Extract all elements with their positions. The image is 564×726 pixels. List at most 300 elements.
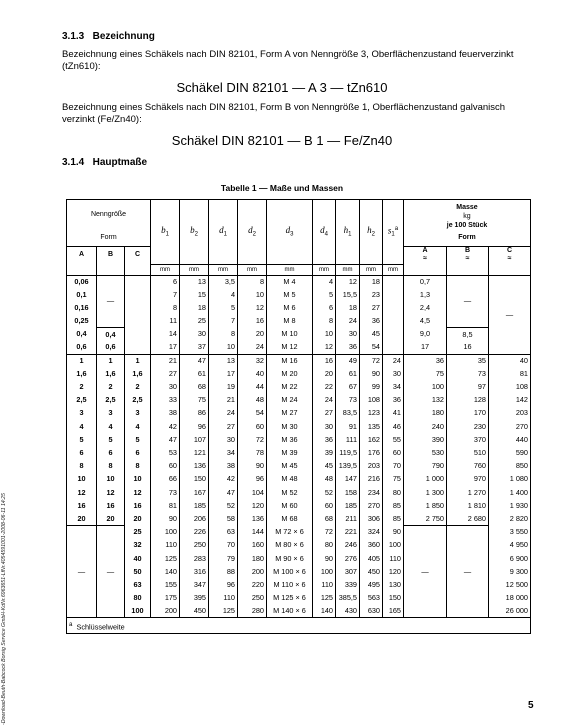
- cell-dim: 20: [238, 328, 267, 341]
- cell-dim: 52: [209, 499, 238, 512]
- cell-form-b: 0,4: [97, 328, 125, 341]
- cell-dim: M 60: [267, 499, 313, 512]
- cell-dim: 15,5: [336, 288, 360, 301]
- cell-dim: 34: [383, 381, 404, 394]
- cell-mass-c: 1 400: [489, 486, 531, 499]
- cell-mass-c: 4 950: [489, 539, 531, 552]
- cell-mass-a: 2,4: [404, 301, 447, 314]
- cell-dim: M 16: [267, 354, 313, 367]
- cell-dim: 38: [151, 407, 180, 420]
- cell-dim: 37: [180, 341, 209, 354]
- cell-dim: M 6: [267, 301, 313, 314]
- header-form-b: B: [97, 246, 125, 264]
- table-row: [67, 526, 531, 539]
- cell-dim: M 10: [267, 328, 313, 341]
- cell-dim: 53: [151, 446, 180, 459]
- paragraph-form-b: Bezeichnung eines Schäkels nach DIN 82101, Form B von Nenngröße 1, Oberflächenzustand galvanisch verzinkt (Fe/Zn40):: [62, 102, 506, 125]
- cell-form-a: 16: [67, 499, 97, 512]
- cell-dim: 147: [336, 473, 360, 486]
- cell-dim: 38: [209, 460, 238, 473]
- cell-dim: 36: [383, 394, 404, 407]
- cell-dim: M 72 × 6: [267, 526, 313, 539]
- cell-dim: 200: [151, 605, 180, 618]
- cell-dim: 16: [313, 354, 336, 367]
- cell-mass-c: 18 000: [489, 592, 531, 605]
- table-row: [67, 275, 531, 288]
- cell-dim: 44: [238, 381, 267, 394]
- cell-dim: 283: [180, 552, 209, 565]
- cell-dim: 130: [383, 578, 404, 591]
- cell-form-c: 6: [125, 446, 151, 459]
- cell-dim: 85: [383, 512, 404, 525]
- cell-mass-b-dash: —: [447, 275, 489, 328]
- cell-dim: 68: [313, 512, 336, 525]
- cell-dim: 111: [336, 433, 360, 446]
- cell-dim: 55: [383, 433, 404, 446]
- cell-form-b: 1: [97, 354, 125, 367]
- cell-mass-b-dash: —: [447, 526, 489, 618]
- cell-dim: M 22: [267, 381, 313, 394]
- cell-dim: 45: [360, 328, 383, 341]
- cell-dim: 11: [151, 315, 180, 328]
- cell-dim: 324: [360, 526, 383, 539]
- cell-dim: 80: [313, 539, 336, 552]
- cell-dim: 58: [209, 512, 238, 525]
- cell-dim: 347: [180, 578, 209, 591]
- cell-form-c: 5: [125, 433, 151, 446]
- cell-form-c: 63: [125, 578, 151, 591]
- cell-dim: 185: [180, 499, 209, 512]
- cell-form-a: 0,06: [67, 275, 97, 288]
- cell-dim: 27: [360, 301, 383, 314]
- cell-dim: 24: [313, 394, 336, 407]
- col-s1: $s_1^a$: [383, 200, 404, 265]
- cell-mass-b: 35: [447, 354, 489, 367]
- cell-dim: 21: [151, 354, 180, 367]
- cell-form-b-dash: —: [97, 526, 125, 618]
- cell-dim: 395: [180, 592, 209, 605]
- cell-dim: 12: [313, 341, 336, 354]
- cell-dim: 250: [238, 592, 267, 605]
- cell-mass-a: 4,5: [404, 315, 447, 328]
- cell-dim: 21: [209, 394, 238, 407]
- cell-dim: 450: [180, 605, 209, 618]
- cell-form-c: 25: [125, 526, 151, 539]
- cell-dim: 220: [238, 578, 267, 591]
- cell-dim: 140: [151, 565, 180, 578]
- cell-dim: 60: [313, 499, 336, 512]
- cell-dim: 12: [238, 301, 267, 314]
- cell-dim: 276: [336, 552, 360, 565]
- cell-mass-c: 6 900: [489, 552, 531, 565]
- cell-dim: 45: [313, 460, 336, 473]
- cell-form-c: 16: [125, 499, 151, 512]
- cell-dim: 72: [360, 354, 383, 367]
- cell-dim: 60: [238, 420, 267, 433]
- designation-example-b: Schäkel DIN 82101 — B 1 — Fe/Zn40: [171, 133, 393, 148]
- cell-mass-c: 40: [489, 354, 531, 367]
- cell-dim: 185: [336, 499, 360, 512]
- cell-dim: M 8: [267, 315, 313, 328]
- cell-dim: 75: [180, 394, 209, 407]
- cell-dim: 33: [151, 394, 180, 407]
- cell-form-c: 8: [125, 460, 151, 473]
- cell-dim: 91: [336, 420, 360, 433]
- download-watermark: -Download-Beuth-Babcock Borsig Service GmbH-KdNr.6963651-LfNr.4054591001-2008-06-11 14:25: [1, 493, 7, 725]
- cell-dim: M 12: [267, 341, 313, 354]
- cell-dim: 79: [209, 552, 238, 565]
- cell-form-a: 0,6: [67, 341, 97, 354]
- cell-dim: 158: [336, 486, 360, 499]
- cell-form-a: 0,25: [67, 315, 97, 328]
- cell-dim: 70: [383, 460, 404, 473]
- cell-mass-a: 180: [404, 407, 447, 420]
- cell-dim: M 36: [267, 433, 313, 446]
- cell-form-b-dash: —: [97, 275, 125, 328]
- cell-dim: 24: [209, 407, 238, 420]
- cell-dim: 125: [209, 605, 238, 618]
- cell-dim: 30: [180, 328, 209, 341]
- cell-dim: 306: [360, 512, 383, 525]
- cell-dim: 86: [180, 407, 209, 420]
- header-mass-c: C ≈: [489, 246, 531, 264]
- header-mass-a: A ≈: [404, 246, 447, 264]
- cell-dim: 80: [383, 486, 404, 499]
- cell-form-a: 10: [67, 473, 97, 486]
- header-masse: Masse kg je 100 Stück: [404, 200, 531, 231]
- col-h1: $h_1$: [336, 200, 360, 265]
- cell-dim: 54: [360, 341, 383, 354]
- col-d4: $d_4$: [313, 200, 336, 265]
- cell-dim: 5: [313, 288, 336, 301]
- cell-dim: 385,5: [336, 592, 360, 605]
- cell-mass-b: 970: [447, 473, 489, 486]
- cell-form-c: 10: [125, 473, 151, 486]
- cell-dim: 61: [336, 367, 360, 380]
- cell-mass-b: 73: [447, 367, 489, 380]
- cell-dim: 110: [313, 578, 336, 591]
- cell-form-b: 0,6: [97, 341, 125, 354]
- table-row: [67, 367, 531, 380]
- cell-mass-a: 1 000: [404, 473, 447, 486]
- cell-dim: 47: [151, 433, 180, 446]
- cell-dim: 250: [180, 539, 209, 552]
- cell-form-a: 12: [67, 486, 97, 499]
- cell-dim: 121: [180, 446, 209, 459]
- cell-dim: 4: [313, 275, 336, 288]
- cell-dim: 36: [313, 433, 336, 446]
- cell-dim: 176: [360, 446, 383, 459]
- cell-dim: 108: [360, 394, 383, 407]
- cell-form-a: 0,16: [67, 301, 97, 314]
- table-row: [67, 381, 531, 394]
- cell-mass-c: 850: [489, 460, 531, 473]
- header-form-a: A: [67, 246, 97, 264]
- cell-dim: 10: [209, 341, 238, 354]
- cell-dim: 140: [313, 605, 336, 618]
- cell-dim: 280: [238, 605, 267, 618]
- cell-mass-c: 203: [489, 407, 531, 420]
- cell-dim: 100: [151, 526, 180, 539]
- cell-form-c: 20: [125, 512, 151, 525]
- cell-mass-b: 1 270: [447, 486, 489, 499]
- cell-dim: 206: [180, 512, 209, 525]
- cell-form-a: 2,5: [67, 394, 97, 407]
- cell-dim: 430: [336, 605, 360, 618]
- cell-dim: 90: [313, 552, 336, 565]
- paragraph-form-a: Bezeichnung eines Schäkels nach DIN 82101, Form A von Nenngröße 3, Oberflächenzustand feuerverzinkt (tZn610):: [62, 49, 514, 72]
- cell-form-b: 12: [97, 486, 125, 499]
- cell-mass-b: 16: [447, 341, 489, 354]
- cell-mass-a: 390: [404, 433, 447, 446]
- cell-dim: 7: [209, 315, 238, 328]
- cell-dim: 307: [336, 565, 360, 578]
- cell-mass-a: 2 750: [404, 512, 447, 525]
- cell-dim: 22: [313, 381, 336, 394]
- cell-dim: 47: [209, 486, 238, 499]
- cell-dim: 60: [151, 460, 180, 473]
- cell-dim: 246: [336, 539, 360, 552]
- cell-dim: 135: [360, 420, 383, 433]
- cell-dim: 8: [238, 275, 267, 288]
- cell-form-c: 1: [125, 354, 151, 367]
- cell-dim: 136: [238, 512, 267, 525]
- cell-dim: 75: [383, 473, 404, 486]
- cell-mass-c: 270: [489, 420, 531, 433]
- cell-mass-a: 132: [404, 394, 447, 407]
- cell-dim: 8: [151, 301, 180, 314]
- cell-dim: 46: [383, 420, 404, 433]
- cell-dim: 120: [383, 565, 404, 578]
- cell-dim: 226: [180, 526, 209, 539]
- page-number: 5: [528, 700, 534, 711]
- cell-form-a-dash: —: [67, 526, 97, 618]
- cell-dim: 18: [360, 275, 383, 288]
- cell-dim: 107: [180, 433, 209, 446]
- cell-form-a: 5: [67, 433, 97, 446]
- cell-mass-b: 760: [447, 460, 489, 473]
- cell-mass-c: 9 300: [489, 565, 531, 578]
- cell-dim: 36: [336, 341, 360, 354]
- dimensions-table: Nenngröße $b_1$ $b_2$ $d_1$ $d_2$ $d_3$ $d_4$ $h_1$ $h_2$ $s_1^a$ Masse kg je 100 Stück Form Form A B C A ≈ B ≈ C ≈ mm mm mm mm mm mm mm mm mm 0,06 — 6 13 3,5 8 M 4 4 12 18 0,7 — — 0,1 7 15 4 10 M 5 5 15,5 23 1,3 0,16 8 18 5 12 M 6 6 18 27 2,4 0,25 11 25 7 16 M 8 8 24 36 4,5 0,4 0,4 14 30 8 20 M 10 10 30 45 9,0 8,5 0,6 0,6 17 37 10 24 M 12 12 36 54 17 16 1 1 1 21 47 13 32 M 16 16 49 72 24 36 35 40 1,6 1,6 1,6 27 61 17 40 M 20 20 61 90 30 75 73 81 2 2 2 30 68 19 44 M 22 22 67 99 34 100 97 108 2,5 2,5 2,5 33 75 21 48 M 24 24 73 108 36 132 128 142 3 3 3 38 86 24 54 M 27 27 83,5 123 41 180 170 203 4 4 4 42 96 27 60 M 30 30 91 135 46 240 230 270 5 5 5 47 107 30 72 M 36 36 111 162 55 390 370 440 6 6 6 53 121 34 78 M 39 39 119,5 176 60 530 510 590 8 8 8 60 136 38 90 M 45 45 139,5 203 70 790 760 850 10 10 10 66 150 42 96 M 48 48 147 216 75 1 000 970 1 080 12 12 12 73 167 47 104 M 52 52 158 234 80 1 300 1 270 1 400 16 16 16 81 185 52 120 M 60 60 185 270 85 1 850 1 810 1 930 20 20 20 90 206 58 136 M 68 68 211 306 85 2 750 2 680 2 820 — — 25 100 226 63 144 M 72 × 6 72 221 324 90 — — 3 550 32 110 250 70 160 M 80 × 6 80 246 360 100 4 950 40 125 283 79 180 M 90 × 6 90 276 405 110 6 900 50 140 316 88 200 M 100 × 6 100 307 450 120 9 300 63 155 347 96 220 M 110 × 6 110 339 495 130 12 500 80 175 395 110 250 M 125 × 6 125 385,5 563 150 18 000 100 200 450 125 280 M 140 × 6 140 430 630 165 26 000 $^a$ Schlüsselweite: [66, 199, 531, 634]
- cell-dim: 90: [360, 367, 383, 380]
- section-heading-314: 3.1.4 Hauptmaße: [62, 157, 148, 168]
- cell-dim: 8: [313, 315, 336, 328]
- cell-dim: M 110 × 6: [267, 578, 313, 591]
- cell-dim: 63: [209, 526, 238, 539]
- header-mass-b: B ≈: [447, 246, 489, 264]
- cell-dim: 119,5: [336, 446, 360, 459]
- cell-dim: M 24: [267, 394, 313, 407]
- cell-mass-a: 240: [404, 420, 447, 433]
- cell-mass-b: 2 680: [447, 512, 489, 525]
- cell-mass-c: 12 500: [489, 578, 531, 591]
- table-row: [67, 446, 531, 459]
- cell-dim: 78: [238, 446, 267, 459]
- cell-form-c-empty: [125, 275, 151, 354]
- header-form-masse: Form: [404, 230, 531, 246]
- table-body: [67, 275, 531, 618]
- cell-mass-c: 440: [489, 433, 531, 446]
- cell-mass-a: 75: [404, 367, 447, 380]
- cell-mass-b: 370: [447, 433, 489, 446]
- cell-dim: 17: [151, 341, 180, 354]
- cell-dim: 54: [238, 407, 267, 420]
- cell-dim: 25: [180, 315, 209, 328]
- cell-dim: 203: [360, 460, 383, 473]
- cell-dim: 23: [360, 288, 383, 301]
- cell-dim: 110: [383, 552, 404, 565]
- cell-dim: 73: [336, 394, 360, 407]
- cell-dim: 150: [383, 592, 404, 605]
- cell-dim: M 27: [267, 407, 313, 420]
- cell-dim: 20: [313, 367, 336, 380]
- cell-form-c: 50: [125, 565, 151, 578]
- cell-form-c: 32: [125, 539, 151, 552]
- cell-dim: 72: [313, 526, 336, 539]
- cell-dim: 104: [238, 486, 267, 499]
- cell-dim: 41: [383, 407, 404, 420]
- col-d1: $d_1$: [209, 200, 238, 265]
- cell-dim: 110: [209, 592, 238, 605]
- cell-mass-c: 1 080: [489, 473, 531, 486]
- cell-dim: 5: [209, 301, 238, 314]
- cell-dim: 16: [238, 315, 267, 328]
- cell-dim: 60: [383, 446, 404, 459]
- cell-dim: 24: [383, 354, 404, 367]
- cell-dim: 19: [209, 381, 238, 394]
- cell-mass-b: 97: [447, 381, 489, 394]
- cell-mass-b: 510: [447, 446, 489, 459]
- cell-dim: 66: [151, 473, 180, 486]
- cell-dim: [383, 315, 404, 328]
- cell-dim: 27: [209, 420, 238, 433]
- cell-form-b: 20: [97, 512, 125, 525]
- cell-dim: 30: [383, 367, 404, 380]
- cell-form-c: 40: [125, 552, 151, 565]
- cell-dim: 72: [238, 433, 267, 446]
- cell-dim: 160: [238, 539, 267, 552]
- table-row: [67, 512, 531, 525]
- cell-mass-c: 108: [489, 381, 531, 394]
- cell-dim: 18: [336, 301, 360, 314]
- header-nenngroesse: Nenngröße: [67, 200, 151, 231]
- col-b2: $b_2$: [180, 200, 209, 265]
- cell-form-b: 4: [97, 420, 125, 433]
- cell-dim: 48: [313, 473, 336, 486]
- cell-mass-a: 17: [404, 341, 447, 354]
- cell-dim: [383, 275, 404, 288]
- cell-dim: 96: [180, 420, 209, 433]
- section-heading-313: 3.1.3 Bezeichnung: [62, 31, 155, 42]
- cell-dim: 90: [151, 512, 180, 525]
- cell-mass-c: 142: [489, 394, 531, 407]
- cell-form-a: 20: [67, 512, 97, 525]
- cell-dim: 96: [238, 473, 267, 486]
- col-d3: $d_3$: [267, 200, 313, 265]
- cell-dim: 15: [180, 288, 209, 301]
- table-row: [67, 433, 531, 446]
- cell-dim: 123: [360, 407, 383, 420]
- cell-form-a: 2: [67, 381, 97, 394]
- cell-form-b: 6: [97, 446, 125, 459]
- cell-dim: 49: [336, 354, 360, 367]
- cell-dim: 6: [151, 275, 180, 288]
- unit-mm: mm: [151, 264, 180, 275]
- cell-mass-c: 590: [489, 446, 531, 459]
- cell-dim: M 52: [267, 486, 313, 499]
- header-form: Form: [67, 230, 151, 246]
- cell-dim: 234: [360, 486, 383, 499]
- cell-dim: 10: [238, 288, 267, 301]
- cell-dim: 175: [151, 592, 180, 605]
- cell-dim: 30: [209, 433, 238, 446]
- cell-dim: 17: [209, 367, 238, 380]
- cell-mass-b: 170: [447, 407, 489, 420]
- cell-dim: 316: [180, 565, 209, 578]
- cell-mass-b: 128: [447, 394, 489, 407]
- cell-dim: 110: [151, 539, 180, 552]
- cell-form-a: 3: [67, 407, 97, 420]
- cell-form-a: 1,6: [67, 367, 97, 380]
- cell-dim: 8: [209, 328, 238, 341]
- cell-dim: M 39: [267, 446, 313, 459]
- cell-dim: 339: [336, 578, 360, 591]
- cell-dim: 14: [151, 328, 180, 341]
- cell-form-c: 2: [125, 381, 151, 394]
- cell-mass-c-dash: —: [489, 275, 531, 354]
- designation-example-a: Schäkel DIN 82101 — A 3 — tZn610: [176, 80, 388, 95]
- cell-form-c: 4: [125, 420, 151, 433]
- cell-mass-c: 26 000: [489, 605, 531, 618]
- cell-dim: 13: [180, 275, 209, 288]
- cell-dim: 36: [360, 315, 383, 328]
- cell-dim: 27: [313, 407, 336, 420]
- cell-dim: 211: [336, 512, 360, 525]
- cell-form-b: 2,5: [97, 394, 125, 407]
- cell-mass-a: 1 300: [404, 486, 447, 499]
- cell-mass-a-dash: —: [404, 526, 447, 618]
- cell-form-a: 6: [67, 446, 97, 459]
- cell-dim: 67: [336, 381, 360, 394]
- table-row: [67, 407, 531, 420]
- cell-form-b: 3: [97, 407, 125, 420]
- cell-dim: M 5: [267, 288, 313, 301]
- cell-form-b: 10: [97, 473, 125, 486]
- cell-form-a: 8: [67, 460, 97, 473]
- cell-dim: 90: [238, 460, 267, 473]
- cell-mass-a: 0,7: [404, 275, 447, 288]
- cell-dim: 155: [151, 578, 180, 591]
- cell-dim: 7: [151, 288, 180, 301]
- cell-dim: 216: [360, 473, 383, 486]
- cell-dim: 180: [238, 552, 267, 565]
- cell-dim: 4: [209, 288, 238, 301]
- cell-form-b: 8: [97, 460, 125, 473]
- cell-dim: 12: [336, 275, 360, 288]
- cell-dim: [383, 341, 404, 354]
- table-row: [67, 354, 531, 367]
- cell-form-c: 1,6: [125, 367, 151, 380]
- cell-dim: 162: [360, 433, 383, 446]
- cell-form-c: 100: [125, 605, 151, 618]
- cell-dim: 99: [360, 381, 383, 394]
- cell-dim: M 30: [267, 420, 313, 433]
- table-row: [67, 473, 531, 486]
- cell-dim: 61: [180, 367, 209, 380]
- header-form-c: C: [125, 246, 151, 264]
- cell-form-b: 16: [97, 499, 125, 512]
